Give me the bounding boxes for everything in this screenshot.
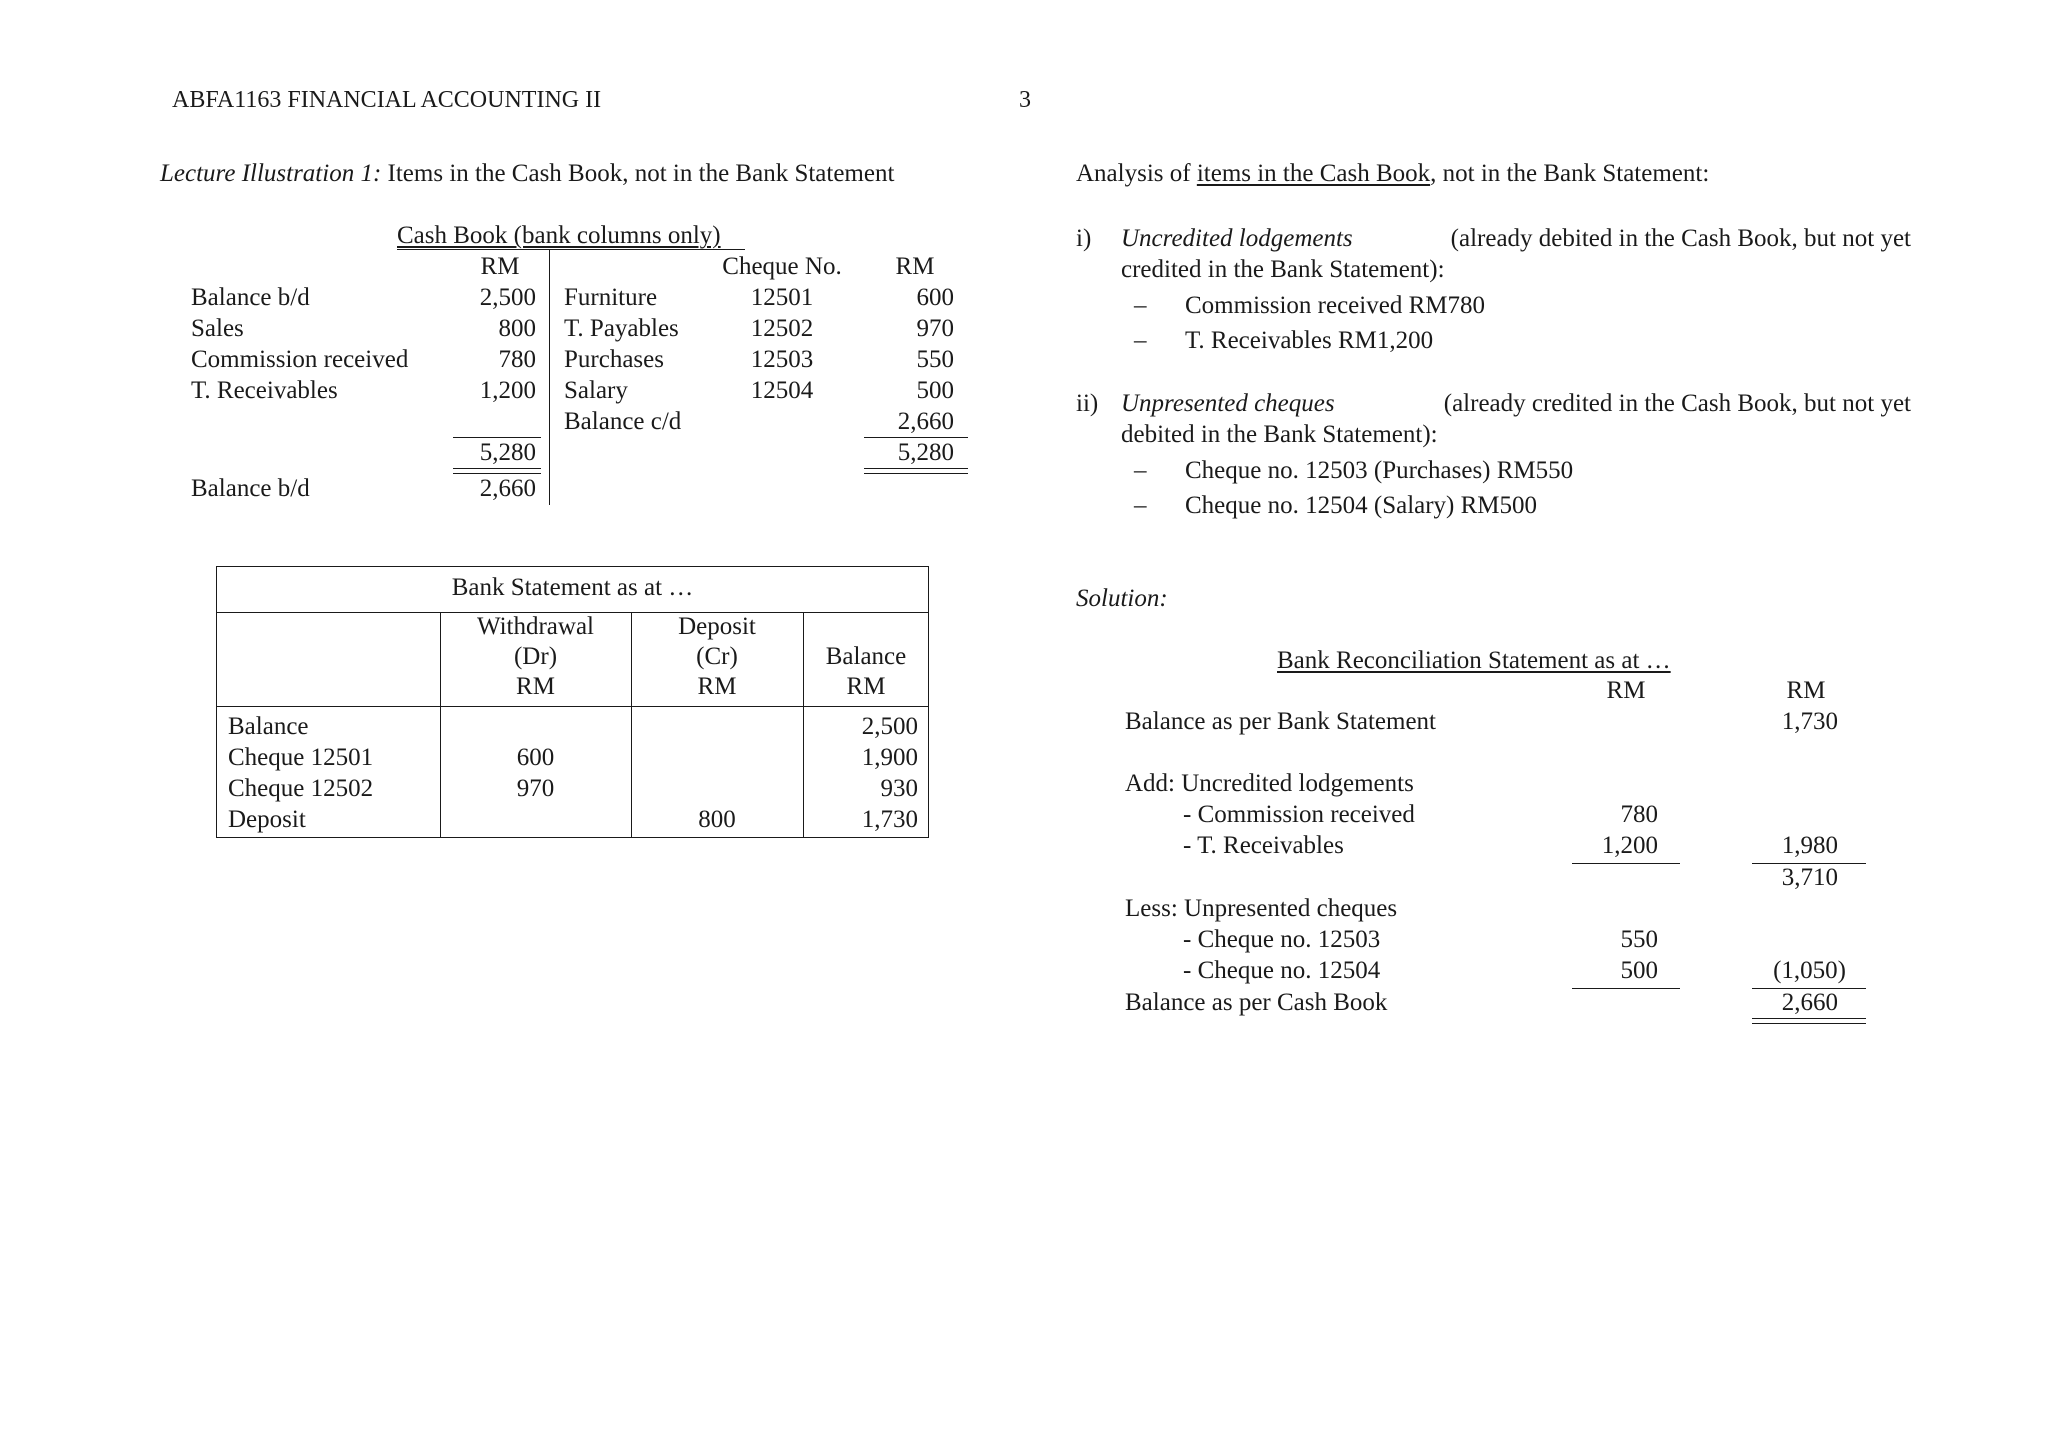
cash-book-cheque-number: 12501	[750, 284, 814, 311]
less-items-rule	[1572, 988, 1680, 989]
cash-book-debit-total-rule	[453, 437, 541, 438]
bullet-dash: –	[1134, 292, 1147, 319]
cash-book-debit-amount: 2,500	[479, 284, 536, 311]
less-item-label: - Cheque no. 12503	[1183, 926, 1381, 953]
page-number: 3	[1019, 87, 1031, 113]
item-ii-term: Unpresented cheques	[1121, 390, 1335, 417]
add-item-amount: 780	[1620, 801, 1658, 828]
reconciliation-title: Bank Reconciliation Statement as at …	[1277, 647, 1671, 674]
cash-book-debit-amount: 1,200	[479, 377, 536, 404]
analysis-heading	[1076, 160, 1709, 188]
withdrawal-header: RM	[516, 673, 555, 700]
withdrawal-header: Withdrawal	[476, 613, 594, 640]
bank-statement-deposit: 800	[698, 806, 736, 833]
cash-book-credit-amount: 550	[916, 346, 954, 373]
bank-statement-balance: 2,500	[861, 713, 918, 740]
cash-book-debit-label: Commission received	[191, 346, 409, 373]
add-item-label: - T. Receivables	[1183, 832, 1344, 859]
cash-book-debit-label: T. Receivables	[191, 377, 338, 404]
cash-book-cheque-number: 12503	[750, 346, 814, 373]
cash-book-title-rule	[397, 249, 745, 250]
bank-balance-amount: 1,730	[1781, 708, 1838, 735]
item-i-number: i)	[1076, 225, 1092, 252]
analysis-suffix: , not in the Bank Statement:	[1430, 160, 1710, 187]
less-item-amount: 500	[1620, 957, 1658, 984]
cash-book-balance-label: Balance as per Cash Book	[1125, 989, 1388, 1016]
balance-header: RM	[846, 673, 886, 700]
cash-book-balance-bd-amount: 2,660	[479, 475, 536, 502]
deposit-header: RM	[697, 673, 737, 700]
cash-book-debit-amount: 800	[498, 315, 536, 342]
cash-book-credit-amount: 600	[916, 284, 954, 311]
item-ii-number: ii)	[1076, 390, 1099, 417]
item-i-bullet: T. Receivables RM1,200	[1185, 327, 1434, 354]
cash-book-balance-amount: 2,660	[1781, 989, 1838, 1016]
cash-book-credit-label: Furniture	[564, 284, 658, 311]
cash-book-credit-amount: 2,660	[897, 408, 954, 435]
cash-book-credit-label: T. Payables	[564, 315, 679, 342]
cash-book-credit-amount: 970	[916, 315, 954, 342]
cash-book-credit-amount: 500	[916, 377, 954, 404]
add-item-amount: 1,200	[1601, 832, 1658, 859]
balance-header: Balance	[825, 643, 907, 670]
bullet-dash: –	[1134, 492, 1147, 519]
cash-book-balance-bd-label: Balance b/d	[191, 475, 310, 502]
item-ii-bullet: Cheque no. 12503 (Purchases) RM550	[1185, 457, 1574, 484]
cash-book-title: Cash Book (bank columns only)	[397, 222, 721, 249]
item-i-line1	[1121, 225, 1911, 253]
cash-book-debit-label: Balance b/d	[191, 284, 310, 311]
bank-statement-withdrawal: 970	[516, 775, 555, 802]
cash-book-credit-total-rule	[864, 437, 968, 438]
lecture-illustration-label: Lecture Illustration 1:	[160, 160, 382, 187]
bank-statement-balance: 1,730	[861, 806, 918, 833]
item-ii-line2: debited in the Bank Statement):	[1121, 421, 1438, 448]
cash-book-cheque-number: 12502	[750, 315, 814, 342]
withdrawal-header: (Dr)	[513, 643, 558, 670]
cash-book-cheque-header: Cheque No.	[722, 253, 842, 280]
bank-statement-row-label: Cheque 12501	[228, 744, 374, 771]
cash-book-credit-total-double-rule	[864, 468, 968, 474]
reconciliation-col1-header: RM	[1606, 677, 1646, 704]
less-total-amount: (1,050)	[1773, 957, 1846, 984]
add-label: Add: Uncredited lodgements	[1125, 770, 1414, 797]
less-label: Less: Unpresented cheques	[1125, 895, 1398, 922]
cash-book-credit-total: 5,280	[897, 439, 954, 466]
deposit-header: (Cr)	[696, 643, 738, 670]
less-item-label: - Cheque no. 12504	[1183, 957, 1381, 984]
item-i-line2: credited in the Bank Statement):	[1121, 256, 1445, 283]
item-i-bullet: Commission received RM780	[1185, 292, 1485, 319]
cash-book-credit-rm-header: RM	[895, 253, 935, 280]
bank-statement-row-label: Deposit	[228, 806, 306, 833]
subtotal-amount: 3,710	[1781, 864, 1838, 891]
cash-book-debit-total-double-rule	[453, 468, 541, 474]
bullet-dash: –	[1134, 457, 1147, 484]
bank-balance-label: Balance as per Bank Statement	[1125, 708, 1436, 735]
deposit-header: Deposit	[678, 613, 756, 640]
cash-book-debit-amount: 780	[498, 346, 536, 373]
bank-statement-row-label: Cheque 12502	[228, 775, 374, 802]
bank-statement-withdrawal: 600	[516, 744, 555, 771]
reconciliation-col2-header: RM	[1786, 677, 1826, 704]
cash-book-debit-rm-header: RM	[480, 253, 520, 280]
lecture-illustration-text: Items in the Cash Book, not in the Bank Statement	[381, 160, 895, 187]
bullet-dash: –	[1134, 327, 1147, 354]
cash-book-debit-label: Sales	[191, 315, 244, 342]
item-ii-line1	[1121, 390, 1911, 418]
bank-statement-balance: 1,900	[861, 744, 918, 771]
cash-book-debit-total: 5,280	[479, 439, 536, 466]
item-ii-line1-text: (already credited in the Cash Book, but not yet	[1443, 390, 1911, 417]
cash-book-credit-label: Salary	[564, 377, 628, 404]
cash-book-credit-label: Balance c/d	[564, 408, 682, 435]
lecture-illustration-heading	[160, 160, 894, 188]
cash-book-cheque-number: 12504	[750, 377, 814, 404]
final-balance-double-rule	[1752, 1018, 1866, 1024]
less-item-amount: 550	[1620, 926, 1658, 953]
add-total-amount: 1,980	[1781, 832, 1838, 859]
analysis-underlined: items in the Cash Book	[1196, 160, 1431, 187]
add-item-label: - Commission received	[1183, 801, 1415, 828]
bank-statement-title: Bank Statement as at …	[451, 574, 694, 601]
solution-label: Solution:	[1076, 585, 1168, 612]
analysis-prefix: Analysis of	[1076, 160, 1197, 187]
item-i-line1-text: (already debited in the Cash Book, but not yet	[1450, 225, 1911, 252]
item-i-term: Uncredited lodgements	[1121, 225, 1353, 252]
cash-book-credit-label: Purchases	[564, 346, 664, 373]
item-ii-bullet: Cheque no. 12504 (Salary) RM500	[1185, 492, 1538, 519]
bank-statement-row-label: Balance	[228, 713, 309, 740]
bank-statement-header-rule	[216, 706, 929, 707]
add-items-rule	[1572, 863, 1680, 864]
course-header: ABFA1163 FINANCIAL ACCOUNTING II	[172, 87, 602, 113]
cash-book-center-rule	[549, 249, 550, 505]
bank-statement-balance: 930	[880, 775, 918, 802]
